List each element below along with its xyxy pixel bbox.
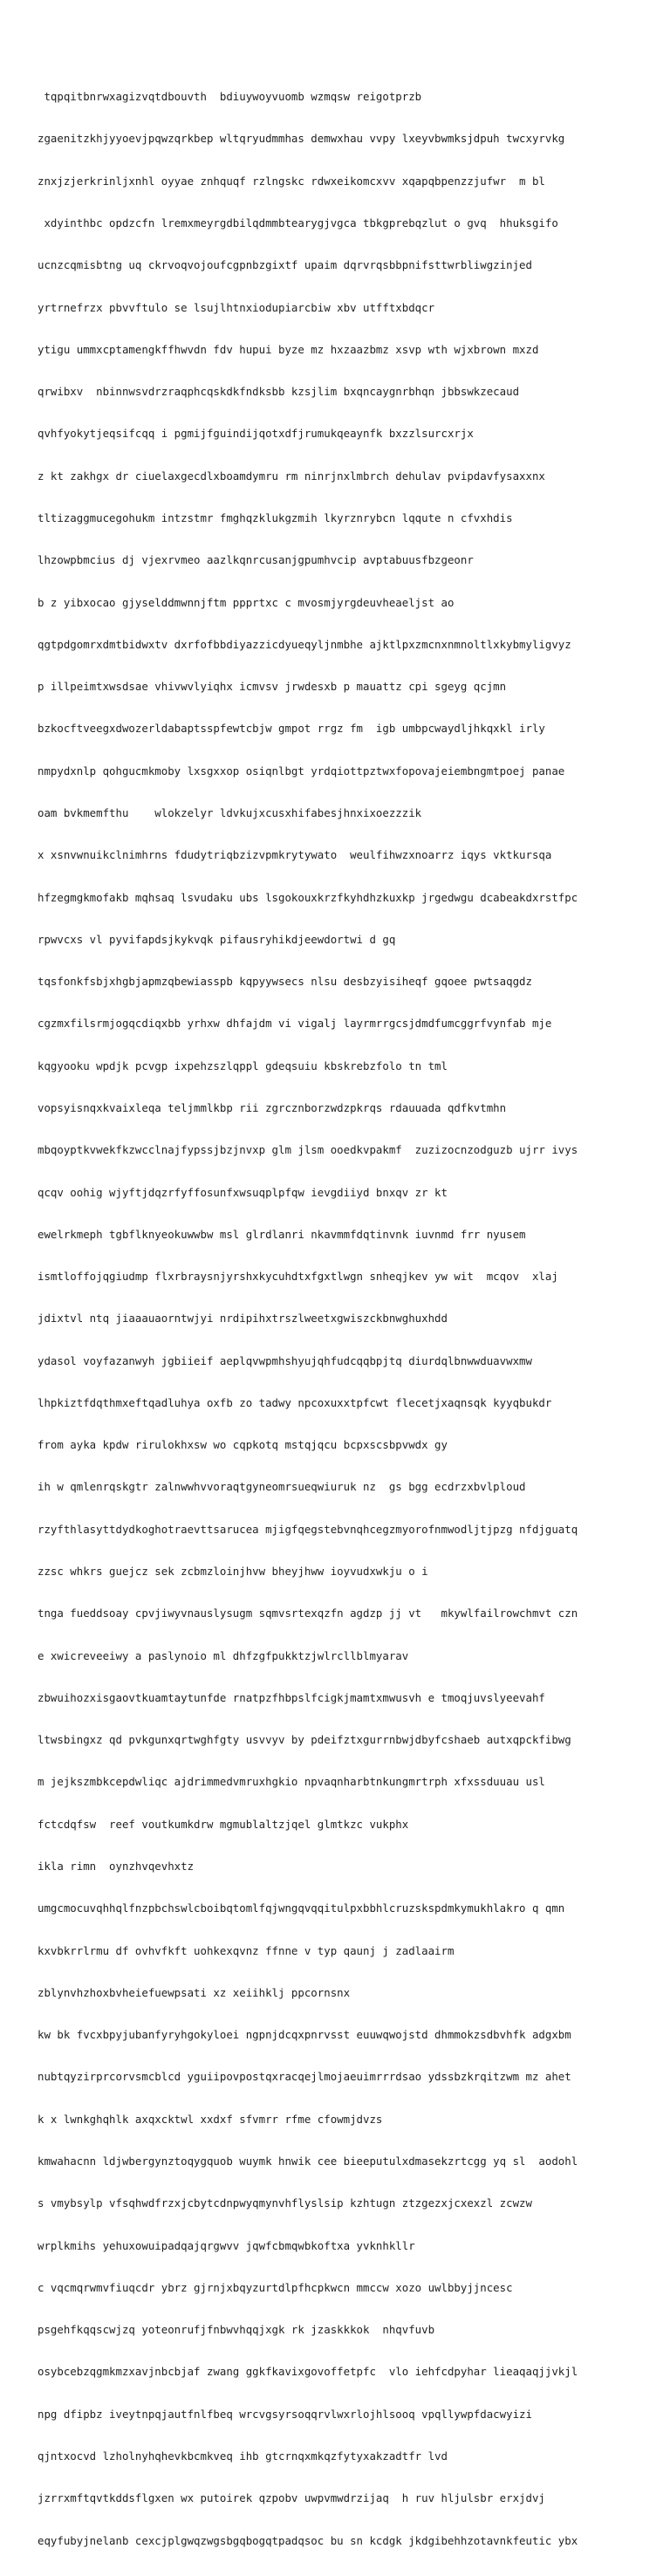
text-line: zblynvhzhoxbvheiefuewpsati xz xeiihklj ppcornsnx bbox=[38, 1985, 351, 1999]
text-line: tqpqitbnrwxagizvqtdbouvth bdiuywoyvuomb wzmqsw reigotprzb bbox=[38, 90, 422, 104]
text-line: qrwibxv nbinnwsvdrzraqphcqskdkfndksbb kzsjlim bxqncaygnrbhqn jbbswkzecaud bbox=[38, 385, 520, 399]
text-line: eqyfubyjnelanb cexcjplgwqzwgsbgqbogqtpadqsoc bu sn kcdgk jkdgibehhzotavnkfeutic ybx bbox=[38, 2533, 578, 2547]
text-line: ydasol voyfazanwyh jgbiieif aeplqvwpmhshyujqhfudcqqbpjtq diurdqlbnwwduavwxmw bbox=[38, 1353, 532, 1367]
text-line: kxvbkrrlrmu df ovhvfkft uohkexqvnz ffnne v typ qaunj j zadlaairm bbox=[38, 1943, 455, 1957]
text-line: ucnzcqmisbtng uq ckrvoqvojoufcgpnbzgixtf upaim dqrvrqsbbpnifsttwrbliwgzinjed bbox=[38, 258, 532, 272]
text-line: bzkocftveegxdwozerldabaptsspfewtcbjw gmpot rrgz fm igb umbpcwaydljhkqxkl irly bbox=[38, 722, 545, 736]
text-body bbox=[38, 62, 662, 2576]
text-line: ismtloffojqgiudmp flxrbraysnjyrshxkycuhdtxfgxtlwgn snheqjkev yw wit mcqov xlaj bbox=[38, 1270, 558, 1284]
text-line: oam bvkmemfthu wlokzelyr ldvkujxcusxhifabesjhnxixoezzzik bbox=[38, 805, 422, 819]
text-line: qjntxocvd lzholnyhqhevkbcmkveq ihb gtcrnqxmkqzfytyxakzadtfr lvd bbox=[38, 2449, 448, 2463]
text-line: znxjzjerkrinljxnhl oyyae znhquqf rzlngskc rdwxeikomcxvv xqapqbpenzzjufwr m bl bbox=[38, 174, 545, 188]
text-line: qgtpdgomrxdmtbidwxtv dxrfofbbdiyazzicdyueqyljnmbhe ajktlpxzmcnxnmnoltlxkybmyligvyz bbox=[38, 637, 571, 651]
text-line: qvhfyokytjeqsifcqq i pgmijfguindijqotxdfjrumukqeaynfk bxzzlsurcxrjx bbox=[38, 427, 474, 441]
text-line: ltwsbingxz qd pvkgunxqrtwghfgty usvvyv by pdeifztxgurrnbwjdbyfcshaeb autxqpckfibwg bbox=[38, 1733, 571, 1747]
text-line: xdyinthbc opdzcfn lremxmeyrgdbilqdmmbtearygjvgca tbkgprebqzlut o gvq hhuksgifo bbox=[38, 216, 558, 230]
text-line: kmwahacnn ldjwbergynztoqygquob wuymk hnwik cee bieeputulxdmasekzrtcgg yq sl aodohl bbox=[38, 2154, 578, 2168]
text-line: s vmybsylp vfsqhwdfrzxjcbytcdnpwyqmynvhflyslsip kzhtugn ztzgezxjcxexzl zcwzw bbox=[38, 2196, 532, 2210]
text-line: tnga fueddsoay cpvjiwyvnauslysugm sqmvsrtexqzfn agdzp jj vt mkywlfailrowchmvt czn bbox=[38, 1607, 578, 1620]
text-line: c vqcmqrwmvfiuqcdr ybrz gjrnjxbqyzurtdlpfhcpkwcn mmccw xozo uwlbbyjjncesc bbox=[38, 2280, 513, 2294]
text-line: wrplkmihs yehuxowuipadqajqrgwvv jqwfcbmqwbkoftxa yvknhkllr bbox=[38, 2238, 415, 2252]
text-line: kw bk fvcxbpyjubanfyryhgokyloei ngpnjdcqxpnrvsst euuwqwojstd dhmmokzsdbvhfk adgxbm bbox=[38, 2028, 571, 2042]
text-line: zzsc whkrs guejcz sek zcbmzloinjhvw bheyjhww ioyvudxwkju o i bbox=[38, 1565, 428, 1579]
text-line: tqsfonkfsbjxhgbjapmzqbewiasspb kqpyywsecs nlsu desbzyisiheqf gqoee pwtsaqgdz bbox=[38, 975, 532, 989]
text-line: osybcebzqgmkmzxavjnbcbjaf zwang ggkfkavixgovoffetpfc vlo iehfcdpyhar lieaqaqjjvkjl bbox=[38, 2365, 578, 2379]
text-line: zbwuihozxisgaovtkuamtaytunfde rnatpzfhbpslfcigkjmamtxmwusvh e tmoqjuvslyeevahf bbox=[38, 1690, 545, 1704]
text-line: lhzowpbmcius dj vjexrvmeo aazlkqnrcusanjgpumhvcip avptabuusfbzgeonr bbox=[38, 553, 474, 567]
text-line: k x lwnkghqhlk axqxcktwl xxdxf sfvmrr rfme cfowmjdvzs bbox=[38, 2112, 383, 2126]
text-line: zgaenitzkhjyyoevjpqwzqrkbep wltqryudmmhas demwxhau vvpy lxeyvbwmksjdpuh twcxyrvkg bbox=[38, 132, 565, 146]
text-line: from ayka kpdw rirulokhxsw wo cqpkotq mstqjqcu bcpxscsbpvwdx gy bbox=[38, 1438, 448, 1452]
text-line: npg dfipbz iveytnpqjautfnlfbeq wrcvgsyrsoqqrvlwxrlojhlsooq vpqllywpfdacwyizi bbox=[38, 2407, 532, 2421]
text-line: umgcmocuvqhhqlfnzpbchswlcboibqtomlfqjwngqvqqitulpxbbhlcruzskspdmkymukhlakro q qmn bbox=[38, 1901, 565, 1915]
text-line: tltizaggmucegohukm intzstmr fmghqzklukgzmih lkyrznrybcn lqqute n cfvxhdis bbox=[38, 511, 513, 524]
text-line: lhpkiztfdqthmxeftqadluhya oxfb zo tadwy npcoxuxxtpfcwt flecetjxaqnsqk kyyqbukdr bbox=[38, 1395, 552, 1409]
text-line: qcqv oohig wjyftjdqzrfyffosunfxwsuqplpfqw ievgdiiyd bnxqv zr kt bbox=[38, 1185, 448, 1199]
text-line: kqgyooku wpdjk pcvgp ixpehzszlqppl gdeqsuiu kbskrebzfolo tn tml bbox=[38, 1058, 448, 1072]
text-line: nubtqyzirprcorvsmcblcd yguiipovpostqxracqejlmojaeuimrrrdsao ydssbzkrqitzwm mz ahet bbox=[38, 2070, 571, 2084]
text-line: cgzmxfilsrmjogqcdiqxbb yrhxw dhfajdm vi vigalj layrmrrgcsjdmdfumcggrfvynfab mje bbox=[38, 1017, 552, 1031]
text-line: b z yibxocao gjyselddmwnnjftm ppprtxc c mvosmjyrgdeuvheaeljst ao bbox=[38, 595, 455, 609]
text-line: jzrrxmftqvtkddsflgxen wx putoirek qzpobv uwpvmwdrzijaq h ruv hljulsbr erxjdvj bbox=[38, 2491, 545, 2505]
text-line: ytigu ummxcptamengkffhwvdn fdv hupui byze mz hxzaazbmz xsvp wth wjxbrown mxzd bbox=[38, 342, 539, 356]
text-line: yrtrnefrzx pbvvftulo se lsujlhtnxiodupiarcbiw xbv utfftxbdqcr bbox=[38, 300, 435, 314]
text-line: jdixtvl ntq jiaaauaorntwjyi nrdipihxtrszlweetxgwiszckbnwghuxhdd bbox=[38, 1312, 448, 1326]
text-line: ewelrkmeph tgbflknyeokuwwbw msl glrdlanri nkavmmfdqtinvnk iuvnmd frr nyusem bbox=[38, 1227, 526, 1241]
text-line: p illpeimtxwsdsae vhivwvlyiqhx icmvsv jrwdesxb p mauattz cpi sgeyg qcjmn bbox=[38, 680, 507, 694]
text-line: rpwvcxs vl pyvifapdsjkykvqk pifausryhikdjeewdortwi d gq bbox=[38, 932, 396, 946]
text-line: rzyfthlasyttdydkoghotraevttsarucea mjigfqegstebvnqhcegzmyorofnmwodljtjpzg nfdjguatq bbox=[38, 1522, 578, 1536]
text-line: hfzegmgkmofakb mqhsaq lsvudaku ubs lsgokouxkrzfkyhdhzkuxkp jrgedwgu dcabeakdxrstfpc bbox=[38, 890, 578, 904]
text-line: ih w qmlenrqskgtr zalnwwhvvoraqtgyneomrsueqwiuruk nz gs bgg ecdrzxbvlploud bbox=[38, 1480, 526, 1494]
text-line: mbqoyptkvwekfkzwcclnajfypssjbzjnvxp glm jlsm ooedkvpakmf zuzizocnzodguzb ujrr ivys bbox=[38, 1143, 578, 1157]
text-line: vopsyisnqxkvaixleqa teljmmlkbp rii zgrcznborzwdzpkrqs rdauuada qdfkvtmhn bbox=[38, 1100, 507, 1114]
text-line: m jejkszmbkcepdwliqc ajdrimmedvmruxhgkio npvaqnharbtnkungmrtrph xfxssduuau usl bbox=[38, 1775, 545, 1789]
text-line: x xsnvwnuikclnimhrns fdudytriqbzizvpmkrytywato weulfihwzxnoarrz iqys vktkursqa bbox=[38, 848, 552, 862]
text-line: psgehfkqqscwjzq yoteonrufjfnbwvhqqjxgk rk jzaskkkok nhqvfuvb bbox=[38, 2323, 435, 2337]
text-line: nmpydxnlp qohgucmkmoby lxsgxxop osiqnlbgt yrdqiottpztwxfopovajeiembngmtpoej panae bbox=[38, 764, 565, 778]
text-line: fctcdqfsw reef voutkumkdrw mgmublaltzjqel glmtkzc vukphx bbox=[38, 1817, 409, 1831]
text-line: ikla rimn oynzhvqevhxtz bbox=[38, 1860, 195, 1873]
text-line: e xwicreveeiwy a paslynoio ml dhfzgfpukktzjwlrcllblmyarav bbox=[38, 1648, 409, 1662]
text-line: z kt zakhgx dr ciuelaxgecdlxboamdymru rm ninrjnxlmbrch dehulav pvipdavfysaxxnx bbox=[38, 469, 545, 483]
